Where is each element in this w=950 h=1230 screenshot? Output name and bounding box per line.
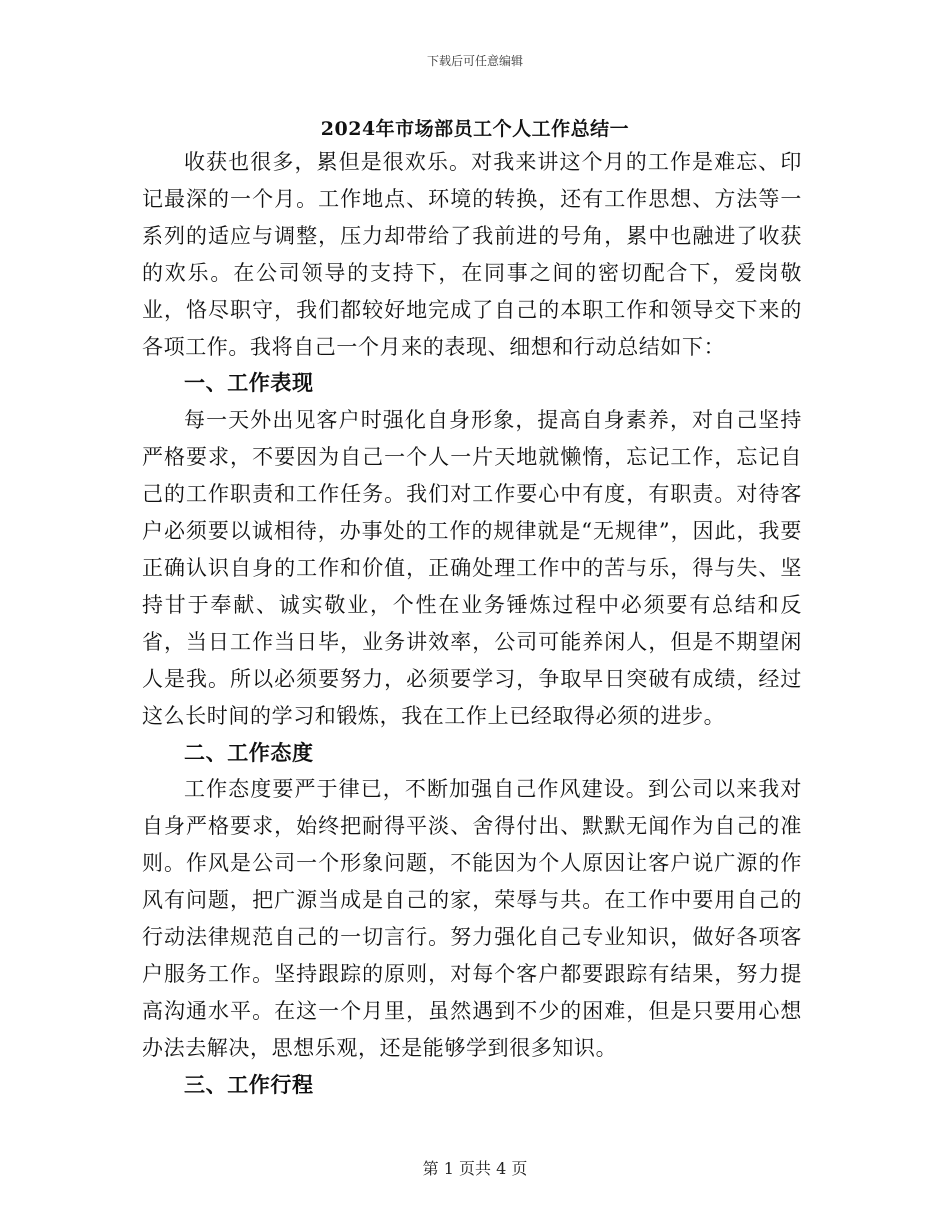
document-title: 2024年市场部员工个人工作总结一: [320, 118, 630, 140]
section-heading-performance: 一、工作表现: [184, 370, 314, 396]
section-heading-schedule: 三、工作行程: [184, 1071, 314, 1097]
section-paragraph-performance: 每一天外出见客户时强化自身形象，提高自身素养，对自己坚持严格要求，不要因为自己一个人一片天地就懒惰，忘记工作，忘记自己的工作职责和工作任务。我们对工作要心中有度，有职责。对待客户必须要以诚相待，办事处的工作的规律就是“无规律”，因此，我要正确认识自身的工作和价值，正确处理工作中的苦与乐，得与失、坚持甘于奉献、诚实敬业，个性在业务锤炼过程中必须要有总结和反省，当日工作当日毕，业务讲效率，公司可能养闲人，但是不期望闲人是我。所以必须要努力，必须要学习，争取早日突破有成绩，经过这么长时间的学习和锻炼，我在工作上已经取得必须的进步。: [142, 408, 802, 728]
header-note: 下载后可任意编辑: [426, 54, 523, 68]
document-body: [142, 144, 802, 1104]
intro-paragraph: 收获也很多，累但是很欢乐。对我来讲这个月的工作是难忘、印记最深的一个月。工作地点、环境的转换，还有工作思想、方法等一系列的适应与调整，压力却带给了我前进的号角，累中也融进了收获的欢乐。在公司领导的支持下，在同事之间的密切配合下，爱岗敬业，恪尽职守，我们都较好地完成了自己的本职工作和领导交下来的各项工作。我将自己一个月来的表现、细想和行动总结如下：: [142, 150, 802, 359]
section-paragraph-attitude: 工作态度要严于律已，不断加强自己作风建设。到公司以来我对自身严格要求，始终把耐得平淡、舍得付出、默默无闻作为自己的准则。作风是公司一个形象问题，不能因为个人原因让客户说广源的作风有问题，把广源当成是自己的家，荣辱与共。在工作中要用自己的行动法律规范自己的一切言行。努力强化自己专业知识，做好各项客户服务工作。坚持跟踪的原则，对每个客户都要跟踪有结果，努力提高沟通水平。在这一个月里，虽然遇到不少的困难，但是只要用心想办法去解决，思想乐观，还是能够学到很多知识。: [142, 777, 802, 1060]
section-heading-attitude: 二、工作态度: [184, 739, 314, 765]
page-number: 第 1 页共 4 页: [422, 1159, 528, 1178]
